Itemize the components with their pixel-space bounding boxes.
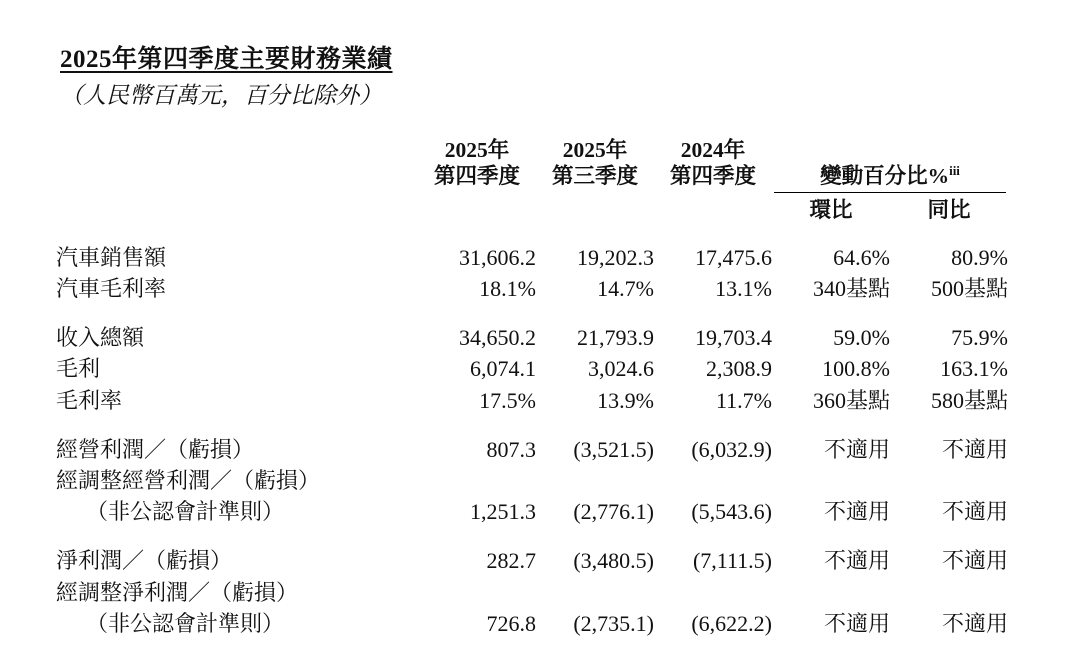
table-header (56, 137, 1008, 223)
column-header-q3-2025-line1: 2025年 (562, 138, 628, 163)
cell-change-qoq: 不適用 (823, 548, 890, 574)
row-label: 毛利 (56, 356, 101, 382)
table-row (56, 608, 1008, 639)
cell-value: 19,703.4 (695, 325, 772, 351)
header-blank (56, 137, 418, 189)
cell-value: 14.7% (597, 275, 654, 301)
change-percent-footnote-marker: iii (949, 162, 960, 178)
cell-value: 11.7% (715, 387, 772, 413)
group-spacer (56, 224, 1008, 242)
cell-change-yoy: 75.9% (951, 325, 1008, 351)
row-label: 汽車毛利率 (56, 275, 167, 301)
cell-value: 6,074.1 (470, 356, 536, 382)
cell-change-yoy (890, 465, 1008, 496)
column-header-q4-2025-line1: 2025年 (444, 138, 510, 163)
table-row (56, 577, 1008, 608)
table-row (56, 545, 1008, 576)
subheader-blank-3 (536, 193, 654, 224)
cell-value: 13.1% (715, 275, 772, 301)
cell-value: 3,024.6 (588, 356, 654, 382)
cell-value: 17.5% (479, 387, 536, 413)
cell-change-yoy (890, 577, 1008, 608)
cell-value: (5,543.6) (691, 499, 772, 525)
cell-value: 1,251.3 (470, 499, 536, 525)
subheader-qoq: 環比 (809, 197, 853, 222)
cell-value: 807.3 (486, 436, 536, 462)
cell-value: 17,475.6 (695, 244, 772, 270)
cell-value: 18.1% (479, 275, 536, 301)
title-block (0, 0, 1080, 111)
cell-value: (2,735.1) (573, 610, 654, 636)
subheader-blank (56, 193, 418, 224)
cell-change-qoq: 59.0% (833, 325, 890, 351)
cell-value: (3,521.5) (573, 436, 654, 462)
row-label: 汽車銷售額 (56, 244, 167, 270)
table-row (56, 496, 1008, 527)
cell-value: 726.8 (486, 610, 536, 636)
cell-value: 21,793.9 (577, 325, 654, 351)
cell-change-qoq: 360基點 (812, 387, 890, 413)
cell-value (536, 465, 654, 496)
row-label: 淨利潤／（虧損） (56, 548, 233, 574)
table-row (56, 353, 1008, 384)
cell-value: 31,606.2 (459, 244, 536, 270)
cell-value (536, 577, 654, 608)
cell-value (418, 577, 536, 608)
table-row (56, 322, 1008, 353)
column-header-q4-2025-line2: 第四季度 (433, 164, 520, 189)
cell-change-qoq: 不適用 (823, 436, 890, 462)
group-spacer (56, 304, 1008, 322)
cell-change-qoq: 340基點 (812, 275, 890, 301)
cell-change-qoq: 64.6% (833, 244, 890, 270)
subheader-yoy: 同比 (927, 197, 971, 222)
change-percent-label: 變動百分比% (820, 163, 950, 188)
group-spacer (56, 416, 1008, 434)
cell-change-qoq: 100.8% (822, 356, 890, 382)
cell-value: 282.7 (486, 548, 536, 574)
column-header-change-percent (772, 137, 1008, 189)
cell-change-yoy: 580基點 (930, 387, 1008, 413)
cell-value: (6,622.2) (691, 610, 772, 636)
cell-change-yoy: 500基點 (930, 275, 1008, 301)
row-label: 經營利潤／（虧損） (56, 436, 255, 462)
table-row (56, 385, 1008, 416)
table-body (56, 224, 1008, 640)
page-title: 2025年第四季度主要財務業績 (60, 46, 393, 73)
subheader-blank-2 (418, 193, 536, 224)
column-header-q4-2024-line2: 第四季度 (669, 164, 756, 189)
cell-change-yoy: 不適用 (941, 499, 1008, 525)
cell-value: 13.9% (597, 387, 654, 413)
table-row (56, 465, 1008, 496)
cell-change-yoy: 80.9% (951, 244, 1008, 270)
cell-change-yoy: 不適用 (941, 436, 1008, 462)
cell-value: 34,650.2 (459, 325, 536, 351)
table-row (56, 273, 1008, 304)
column-header-q4-2025 (418, 137, 536, 189)
cell-value: (7,111.5) (692, 548, 772, 574)
cell-change-qoq: 不適用 (823, 499, 890, 525)
cell-value: 19,202.3 (577, 244, 654, 270)
row-label: 經調整淨利潤／（虧損） (56, 579, 299, 605)
row-label: （非公認會計準則） (86, 610, 285, 636)
group-spacer (56, 527, 1008, 545)
column-header-q3-2025 (536, 137, 654, 189)
cell-change-qoq (772, 465, 890, 496)
page-subtitle: （人民幣百萬元，百分比除外） (60, 83, 382, 109)
financial-summary-table (56, 137, 1008, 639)
table-row (56, 434, 1008, 465)
cell-value (654, 465, 772, 496)
row-label: 毛利率 (56, 387, 123, 413)
subheader-blank-4 (654, 193, 772, 224)
row-label: 收入總額 (56, 325, 145, 351)
row-label: 經調整經營利潤／（虧損） (56, 467, 321, 493)
cell-change-yoy: 不適用 (941, 610, 1008, 636)
cell-value: (3,480.5) (573, 548, 654, 574)
column-header-q4-2024-line1: 2024年 (680, 138, 746, 163)
cell-change-qoq: 不適用 (823, 610, 890, 636)
cell-change-qoq (772, 577, 890, 608)
cell-change-yoy: 不適用 (941, 548, 1008, 574)
table-row (56, 242, 1008, 273)
cell-value (654, 577, 772, 608)
column-header-q4-2024 (654, 137, 772, 189)
cell-value: (6,032.9) (691, 436, 772, 462)
cell-value: 2,308.9 (706, 356, 772, 382)
header-row-change-sub (56, 193, 1008, 224)
column-header-q3-2025-line2: 第三季度 (551, 164, 638, 189)
cell-value (418, 465, 536, 496)
row-label: （非公認會計準則） (86, 499, 285, 525)
cell-value: (2,776.1) (573, 499, 654, 525)
cell-change-yoy: 163.1% (940, 356, 1008, 382)
header-row-periods (56, 137, 1008, 189)
